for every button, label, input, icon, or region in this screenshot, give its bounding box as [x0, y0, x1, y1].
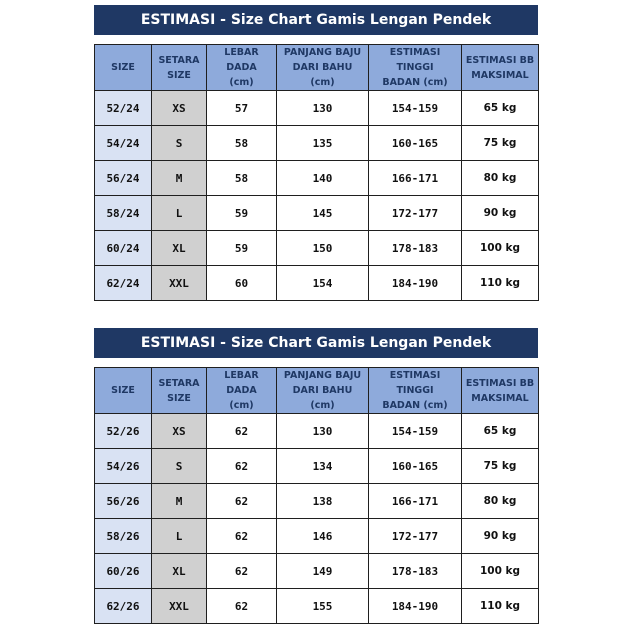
cell-size: 54/26 [95, 449, 152, 484]
header-panjang-baju [277, 45, 369, 91]
table-row [95, 484, 539, 519]
cell-estimasi-bb: 100 kg [462, 554, 539, 589]
cell-lebar-dada: 58 [207, 126, 277, 161]
cell-size: 60/26 [95, 554, 152, 589]
cell-estimasi-tinggi: 154-159 [369, 414, 462, 449]
header-line: LEBAR DADA [224, 370, 259, 396]
header-lebar-dada [207, 45, 277, 91]
cell-setara-size: XL [152, 554, 207, 589]
cell-panjang-baju: 150 [277, 231, 369, 266]
cell-setara-size: L [152, 519, 207, 554]
size-rows [95, 414, 539, 624]
cell-size: 56/24 [95, 161, 152, 196]
size-chart-block-1 [94, 5, 538, 301]
size-chart-block-2 [94, 328, 538, 624]
table-row [95, 414, 539, 449]
table-row [95, 91, 539, 126]
header-estimasi-bb [462, 45, 539, 91]
table-row [95, 161, 539, 196]
cell-estimasi-tinggi: 178-183 [369, 231, 462, 266]
cell-lebar-dada: 59 [207, 196, 277, 231]
cell-panjang-baju: 138 [277, 484, 369, 519]
header-line: (cm) [229, 77, 254, 88]
cell-panjang-baju: 130 [277, 414, 369, 449]
header-line: SIZE [167, 69, 191, 81]
cell-estimasi-bb: 80 kg [462, 484, 539, 519]
header-lebar-dada [207, 368, 277, 414]
cell-lebar-dada: 62 [207, 414, 277, 449]
cell-estimasi-tinggi: 184-190 [369, 589, 462, 624]
chart-title: ESTIMASI - Size Chart Gamis Lengan Pendek [94, 328, 538, 358]
header-size [95, 368, 152, 414]
cell-estimasi-bb: 90 kg [462, 196, 539, 231]
cell-estimasi-tinggi: 166-171 [369, 161, 462, 196]
header-line: ESTIMASI TINGGI [389, 370, 441, 396]
header-setara-size [152, 368, 207, 414]
cell-lebar-dada: 62 [207, 554, 277, 589]
header-line: SIZE [167, 392, 191, 404]
chart-title: ESTIMASI - Size Chart Gamis Lengan Pendek [94, 5, 538, 35]
table-row [95, 554, 539, 589]
header-size-label: SIZE [111, 385, 135, 396]
cell-size: 56/26 [95, 484, 152, 519]
cell-size: 58/26 [95, 519, 152, 554]
header-estimasi-tinggi [369, 368, 462, 414]
table-row [95, 196, 539, 231]
cell-estimasi-tinggi: 178-183 [369, 554, 462, 589]
cell-panjang-baju: 146 [277, 519, 369, 554]
header-line: LEBAR DADA [224, 47, 259, 73]
cell-setara-size: S [152, 126, 207, 161]
cell-estimasi-bb: 65 kg [462, 91, 539, 126]
size-rows [95, 91, 539, 301]
cell-panjang-baju: 135 [277, 126, 369, 161]
cell-estimasi-bb: 65 kg [462, 414, 539, 449]
cell-lebar-dada: 62 [207, 449, 277, 484]
table-row [95, 519, 539, 554]
header-line: MAKSIMAL [471, 392, 529, 404]
cell-estimasi-bb: 80 kg [462, 161, 539, 196]
table-row [95, 589, 539, 624]
cell-estimasi-bb: 110 kg [462, 589, 539, 624]
header-line: SETARA [158, 377, 200, 389]
header-line: ESTIMASI TINGGI [389, 47, 441, 73]
cell-lebar-dada: 60 [207, 266, 277, 301]
cell-size: 52/26 [95, 414, 152, 449]
table-row [95, 126, 539, 161]
header-size [95, 45, 152, 91]
header-line: BADAN (cm) [382, 77, 448, 88]
size-chart-table [94, 367, 539, 624]
cell-estimasi-tinggi: 184-190 [369, 266, 462, 301]
cell-panjang-baju: 145 [277, 196, 369, 231]
header-line: DARI BAHU (cm) [292, 385, 353, 411]
cell-panjang-baju: 154 [277, 266, 369, 301]
table-row [95, 449, 539, 484]
cell-lebar-dada: 62 [207, 589, 277, 624]
header-size-label: SIZE [111, 62, 135, 73]
cell-panjang-baju: 155 [277, 589, 369, 624]
cell-estimasi-tinggi: 172-177 [369, 196, 462, 231]
cell-estimasi-tinggi: 154-159 [369, 91, 462, 126]
cell-lebar-dada: 62 [207, 519, 277, 554]
cell-lebar-dada: 57 [207, 91, 277, 126]
cell-estimasi-tinggi: 160-165 [369, 126, 462, 161]
cell-setara-size: L [152, 196, 207, 231]
header-line: DARI BAHU (cm) [292, 62, 353, 88]
header-setara-size [152, 45, 207, 91]
cell-panjang-baju: 140 [277, 161, 369, 196]
header-line: BADAN (cm) [382, 400, 448, 411]
cell-estimasi-bb: 110 kg [462, 266, 539, 301]
header-row [95, 368, 539, 414]
cell-estimasi-bb: 100 kg [462, 231, 539, 266]
header-row [95, 45, 539, 91]
cell-lebar-dada: 59 [207, 231, 277, 266]
cell-estimasi-bb: 90 kg [462, 519, 539, 554]
cell-panjang-baju: 130 [277, 91, 369, 126]
cell-panjang-baju: 134 [277, 449, 369, 484]
header-line: SETARA [158, 54, 200, 66]
cell-panjang-baju: 149 [277, 554, 369, 589]
cell-size: 62/24 [95, 266, 152, 301]
header-line: MAKSIMAL [471, 69, 529, 81]
cell-setara-size: XXL [152, 589, 207, 624]
cell-lebar-dada: 58 [207, 161, 277, 196]
header-line: ESTIMASI BB [465, 54, 535, 66]
table-row [95, 231, 539, 266]
header-line: PANJANG BAJU [283, 370, 362, 381]
cell-size: 54/24 [95, 126, 152, 161]
cell-setara-size: XXL [152, 266, 207, 301]
cell-estimasi-tinggi: 172-177 [369, 519, 462, 554]
cell-estimasi-bb: 75 kg [462, 449, 539, 484]
cell-estimasi-tinggi: 160-165 [369, 449, 462, 484]
cell-estimasi-tinggi: 166-171 [369, 484, 462, 519]
header-estimasi-tinggi [369, 45, 462, 91]
cell-setara-size: M [152, 161, 207, 196]
cell-setara-size: XS [152, 91, 207, 126]
size-chart-table [94, 44, 539, 301]
cell-setara-size: S [152, 449, 207, 484]
cell-setara-size: M [152, 484, 207, 519]
cell-size: 60/24 [95, 231, 152, 266]
cell-size: 52/24 [95, 91, 152, 126]
cell-setara-size: XL [152, 231, 207, 266]
header-line: PANJANG BAJU [283, 47, 362, 58]
cell-setara-size: XS [152, 414, 207, 449]
header-line: ESTIMASI BB [465, 377, 535, 389]
header-estimasi-bb [462, 368, 539, 414]
table-row [95, 266, 539, 301]
cell-size: 58/24 [95, 196, 152, 231]
cell-estimasi-bb: 75 kg [462, 126, 539, 161]
cell-lebar-dada: 62 [207, 484, 277, 519]
header-panjang-baju [277, 368, 369, 414]
header-line: (cm) [229, 400, 254, 411]
cell-size: 62/26 [95, 589, 152, 624]
